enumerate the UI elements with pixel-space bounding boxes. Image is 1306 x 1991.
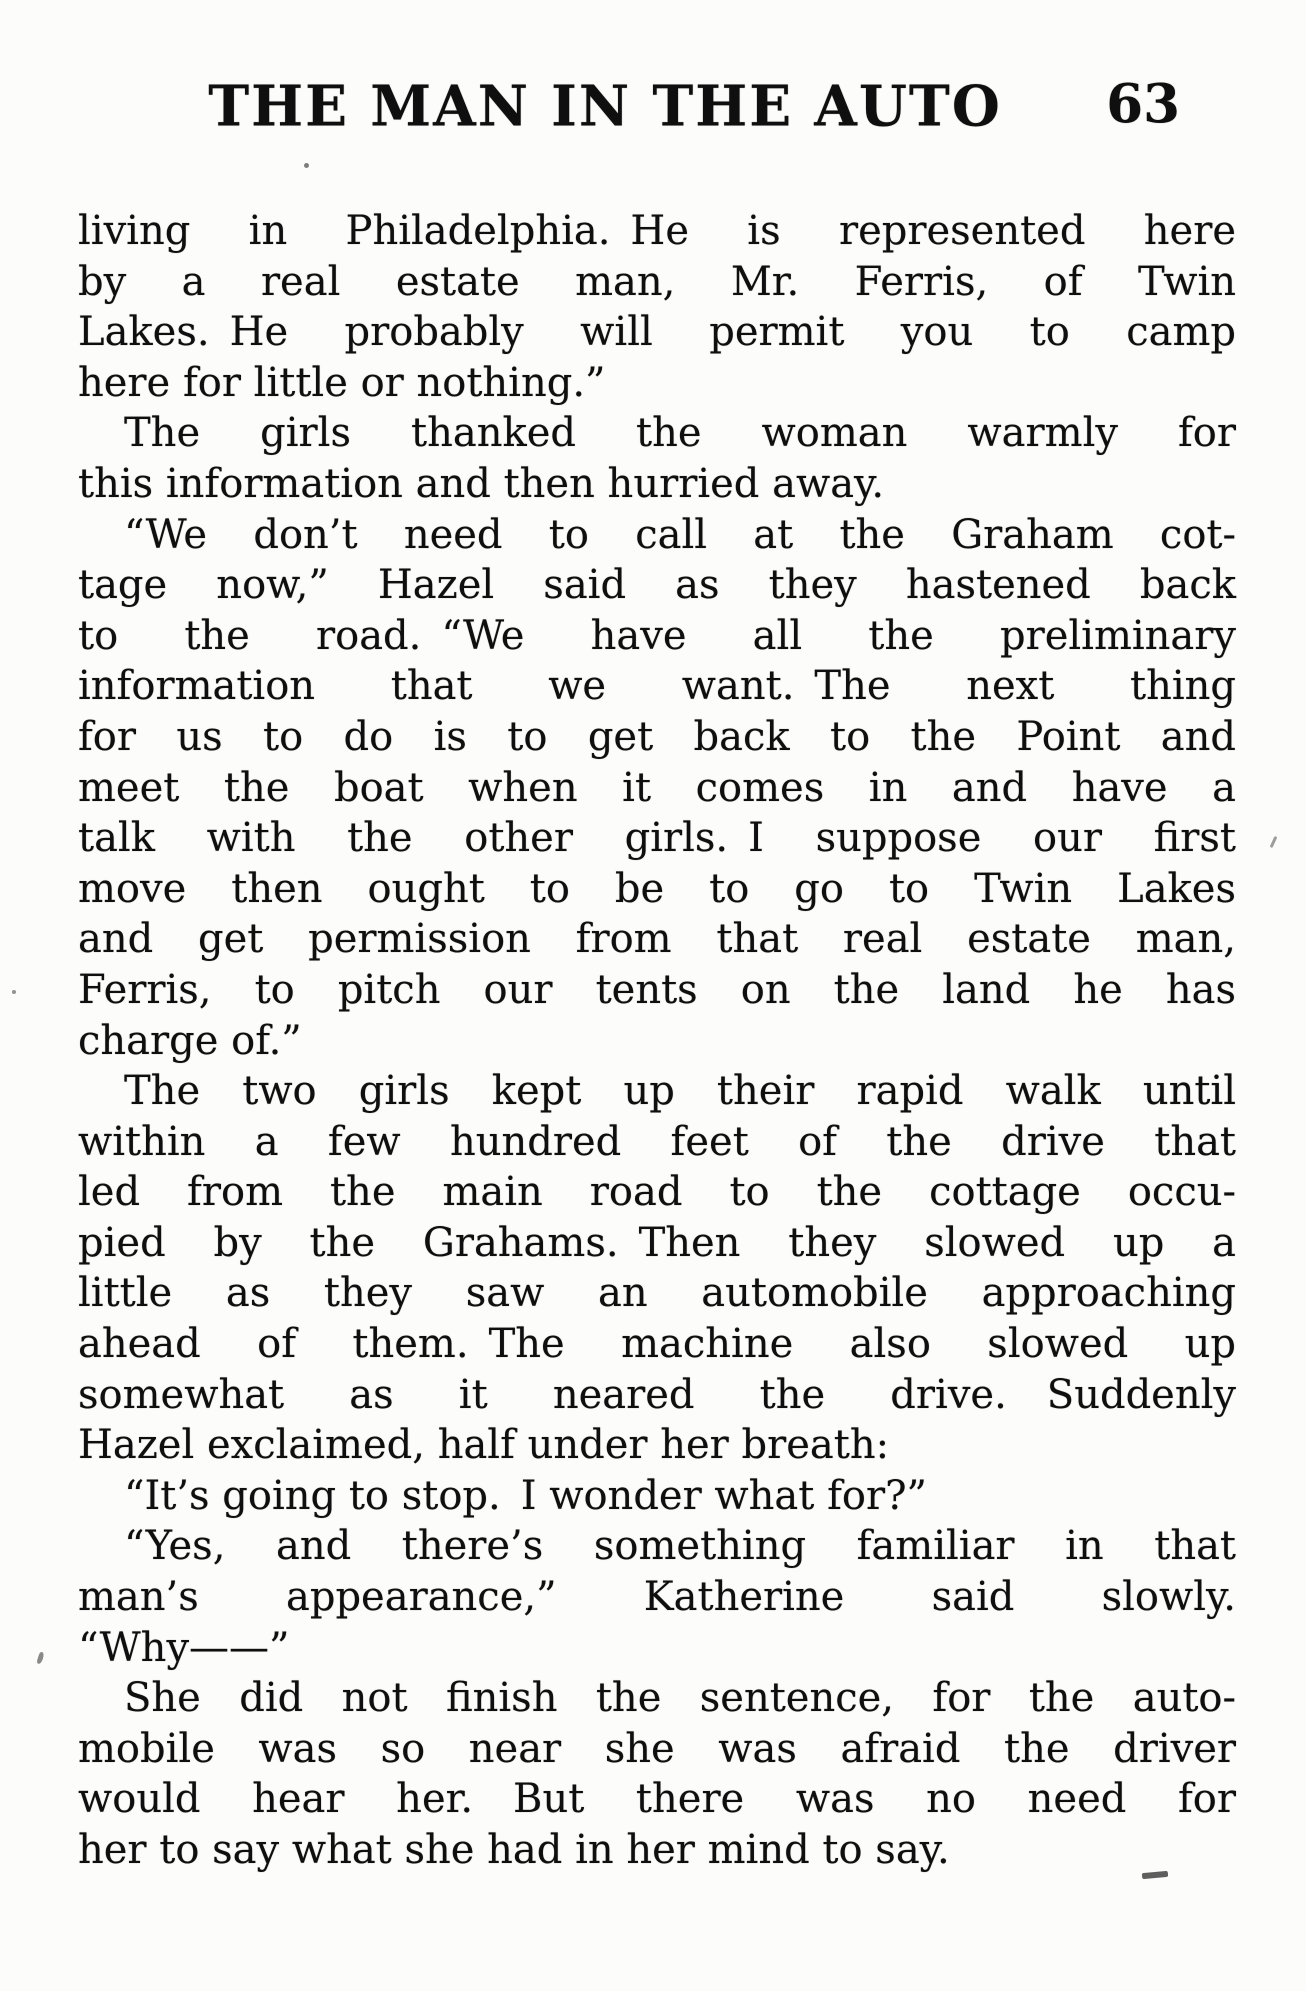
text-line: The two girls kept up their rapid walk until (124, 1068, 1236, 1115)
text-line: ahead of them. The machine also slowed up (78, 1321, 1236, 1368)
paragraph (78, 1673, 1236, 1875)
text-line: little as they saw an automobile approaching (78, 1270, 1236, 1317)
scan-speck (304, 163, 309, 168)
text-line: The girls thanked the woman warmly for (124, 410, 1236, 457)
text-line: information that we want. The next thing (78, 663, 1236, 710)
text-line: “Yes, and there’s something familiar in that (124, 1523, 1236, 1570)
text-line: Lakes. He probably will permit you to camp (78, 309, 1236, 356)
paragraph (78, 510, 1236, 1067)
text-line: to the road. “We have all the preliminary (78, 612, 1236, 659)
text-line: and get permission from that real estate man, (78, 916, 1236, 963)
page-number: 63 (1106, 73, 1180, 135)
text-line: by a real estate man, Mr. Ferris, of Twin (78, 258, 1236, 305)
text-line: within a few hundred feet of the drive that (78, 1118, 1236, 1165)
body-text (78, 206, 1236, 1876)
scan-speck (1270, 836, 1278, 848)
text-line: for us to do is to get back to the Point and (78, 713, 1236, 760)
text-line: move then ought to be to go to Twin Lakes (78, 865, 1236, 912)
text-line: charge of.” (78, 1017, 302, 1064)
text-line: man’s appearance,” Katherine said slowly. (78, 1574, 1236, 1621)
text-line: meet the boat when it comes in and have a (78, 764, 1236, 811)
text-line: would hear her. But there was no need for (78, 1776, 1236, 1823)
scan-speck (36, 1652, 44, 1665)
paragraph (78, 1521, 1236, 1673)
text-line: tage now,” Hazel said as they hastened back (78, 562, 1236, 609)
text-line: mobile was so near she was afraid the driver (78, 1725, 1236, 1772)
text-line: this information and then hurried away. (78, 460, 885, 507)
paragraph (78, 1471, 1236, 1522)
text-line: pied by the Grahams. Then they slowed up a (78, 1219, 1236, 1266)
text-line: living in Philadelphia. He is represented here (78, 208, 1236, 254)
text-line: “We don’t need to call at the Graham cot- (124, 511, 1236, 558)
text-line: Hazel exclaimed, half under her breath: (78, 1422, 890, 1469)
text-line: somewhat as it neared the drive. Suddenly (78, 1371, 1236, 1418)
text-line: “Why——” (78, 1624, 290, 1671)
text-line: “It’s going to stop. I wonder what for?” (124, 1472, 927, 1519)
paragraph (78, 206, 1236, 408)
text-line: her to say what she had in her mind to say. (78, 1827, 950, 1873)
text-line: Ferris, to pitch our tents on the land he has (78, 966, 1236, 1013)
text-line: led from the main road to the cottage occu- (78, 1169, 1236, 1216)
scan-speck (12, 990, 16, 994)
scan-speck (1142, 1871, 1168, 1879)
paragraph (78, 408, 1236, 509)
text-line: here for little or nothing.” (78, 359, 606, 406)
chapter-title: THE MAN IN THE AUTO (208, 72, 1002, 139)
running-head (78, 72, 1236, 150)
text-line: talk with the other girls. I suppose our first (78, 815, 1236, 862)
text-line: She did not finish the sentence, for the auto- (124, 1675, 1236, 1722)
paragraph (78, 1066, 1236, 1471)
